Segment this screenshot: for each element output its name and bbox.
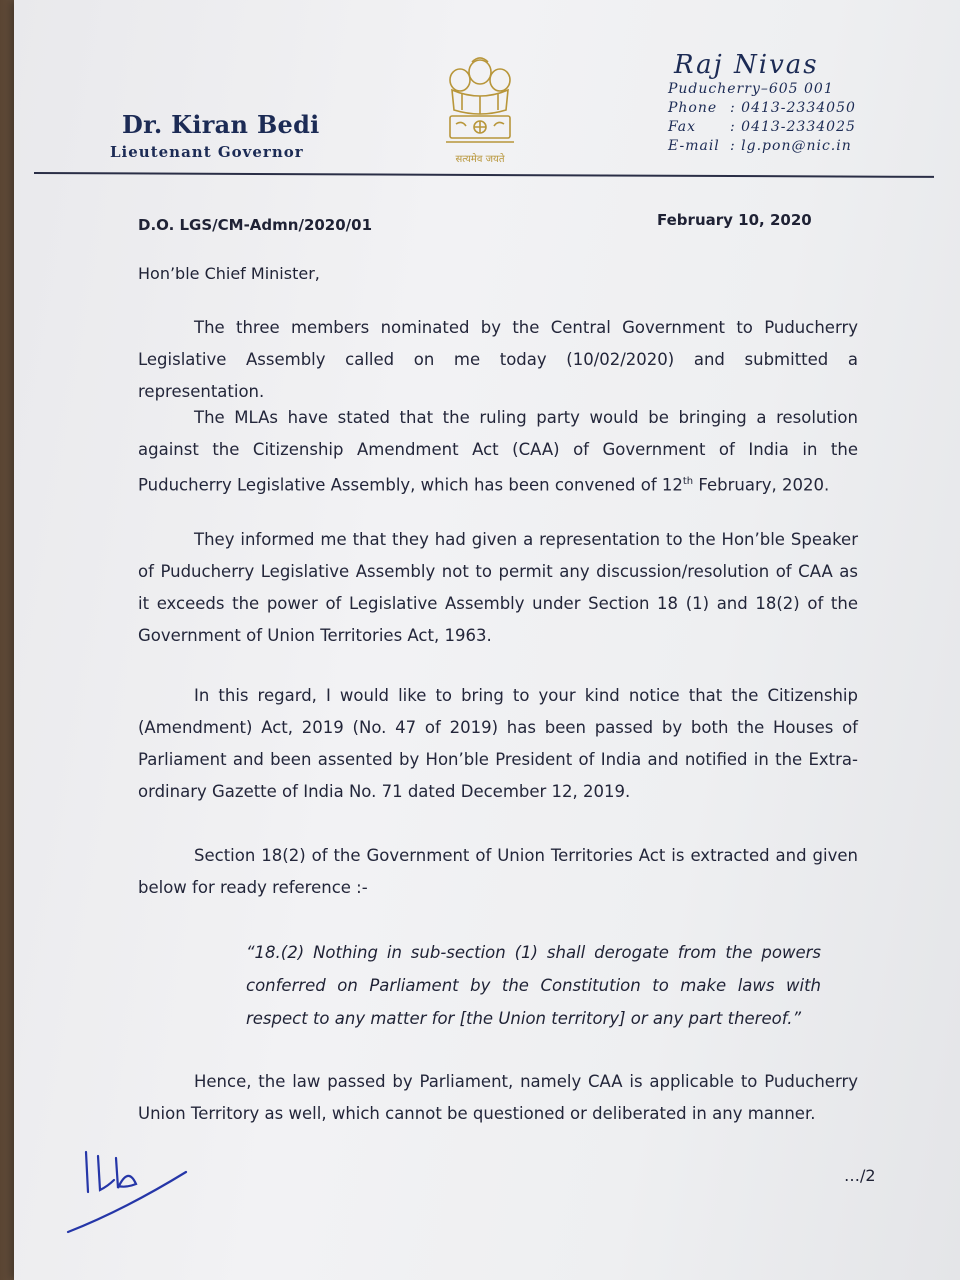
state-emblem-icon	[432, 50, 528, 170]
office-email	[668, 137, 928, 156]
fax-value: : 0413-2334025	[730, 119, 856, 135]
sender-block	[110, 110, 320, 161]
office-fax	[668, 118, 928, 137]
paragraph-6: Hence, the law passed by Parliament, namely CAA is applicable to Puducherry Union Territory as well, which cannot be questioned or deliberated in any manner.	[138, 1072, 858, 1123]
reference-number: D.O. LGS/CM-Admn/2020/01	[138, 216, 373, 234]
paragraph-5: Section 18(2) of the Government of Union Territories Act is extracted and given below for ready reference :-	[138, 846, 858, 897]
paragraph-2-text: The MLAs have stated that the ruling party would be bringing a resolution against the Citizenship Amendment Act (CAA) of Government of India in the Puducherry Legislative Assembly, which has been convened of 12	[138, 408, 858, 495]
signature-icon	[64, 1140, 194, 1240]
email-value: : lg.pon@nic.in	[730, 138, 852, 154]
email-label: E-mail	[668, 138, 720, 154]
office-address-block	[668, 50, 928, 156]
quoted-section: “18.(2) Nothing in sub-section (1) shall derogate from the powers conferred on Parliament by the Constitution to make laws with respect to any matter for [the Union territory] or any part thereof.”	[246, 943, 821, 1028]
letter-page	[14, 0, 960, 1280]
paragraph-1: The three members nominated by the Central Government to Puducherry Legislative Assembly called on me today (10/02/2020) and submitted a representation.	[138, 318, 858, 401]
office-phone	[668, 99, 928, 118]
letter-date: February 10, 2020	[657, 211, 812, 229]
fax-label: Fax	[668, 119, 697, 135]
paragraph-4: In this regard, I would like to bring to your kind notice that the Citizenship (Amendment) Act, 2019 (No. 47 of 2019) has been passed by both the Houses of Parliament and been assented by Hon’ble President of India and notified in the Extra-ordinary Gazette of India No. 71 dated December 12, 2019.	[138, 686, 858, 801]
letterhead-divider	[34, 172, 934, 178]
paragraph-2-end: February, 2020.	[693, 475, 830, 495]
phone-label: Phone	[668, 100, 718, 116]
paragraph-3: They informed me that they had given a representation to the Hon’ble Speaker of Puducherry Legislative Assembly not to permit any discussion/resolution of CAA as it exceeds the power of Legislative Assembly under Section 18 (1) and 18(2) of the Government of Union Territories Act, 1963.	[138, 530, 858, 645]
paragraph-2	[138, 402, 858, 502]
ordinal-suffix: th	[682, 476, 694, 487]
emblem-motto: सत्यमेव जयते	[455, 154, 505, 165]
office-address: Puducherry–605 001	[668, 81, 834, 97]
page-continuation: …/2	[844, 1166, 876, 1185]
phone-value: : 0413-2334050	[730, 100, 856, 116]
salutation: Hon’ble Chief Minister,	[138, 264, 320, 283]
sender-title: Lieutenant Governor	[110, 143, 304, 161]
sender-name: Dr. Kiran Bedi	[122, 110, 320, 139]
office-name: Raj Nivas	[674, 50, 819, 80]
